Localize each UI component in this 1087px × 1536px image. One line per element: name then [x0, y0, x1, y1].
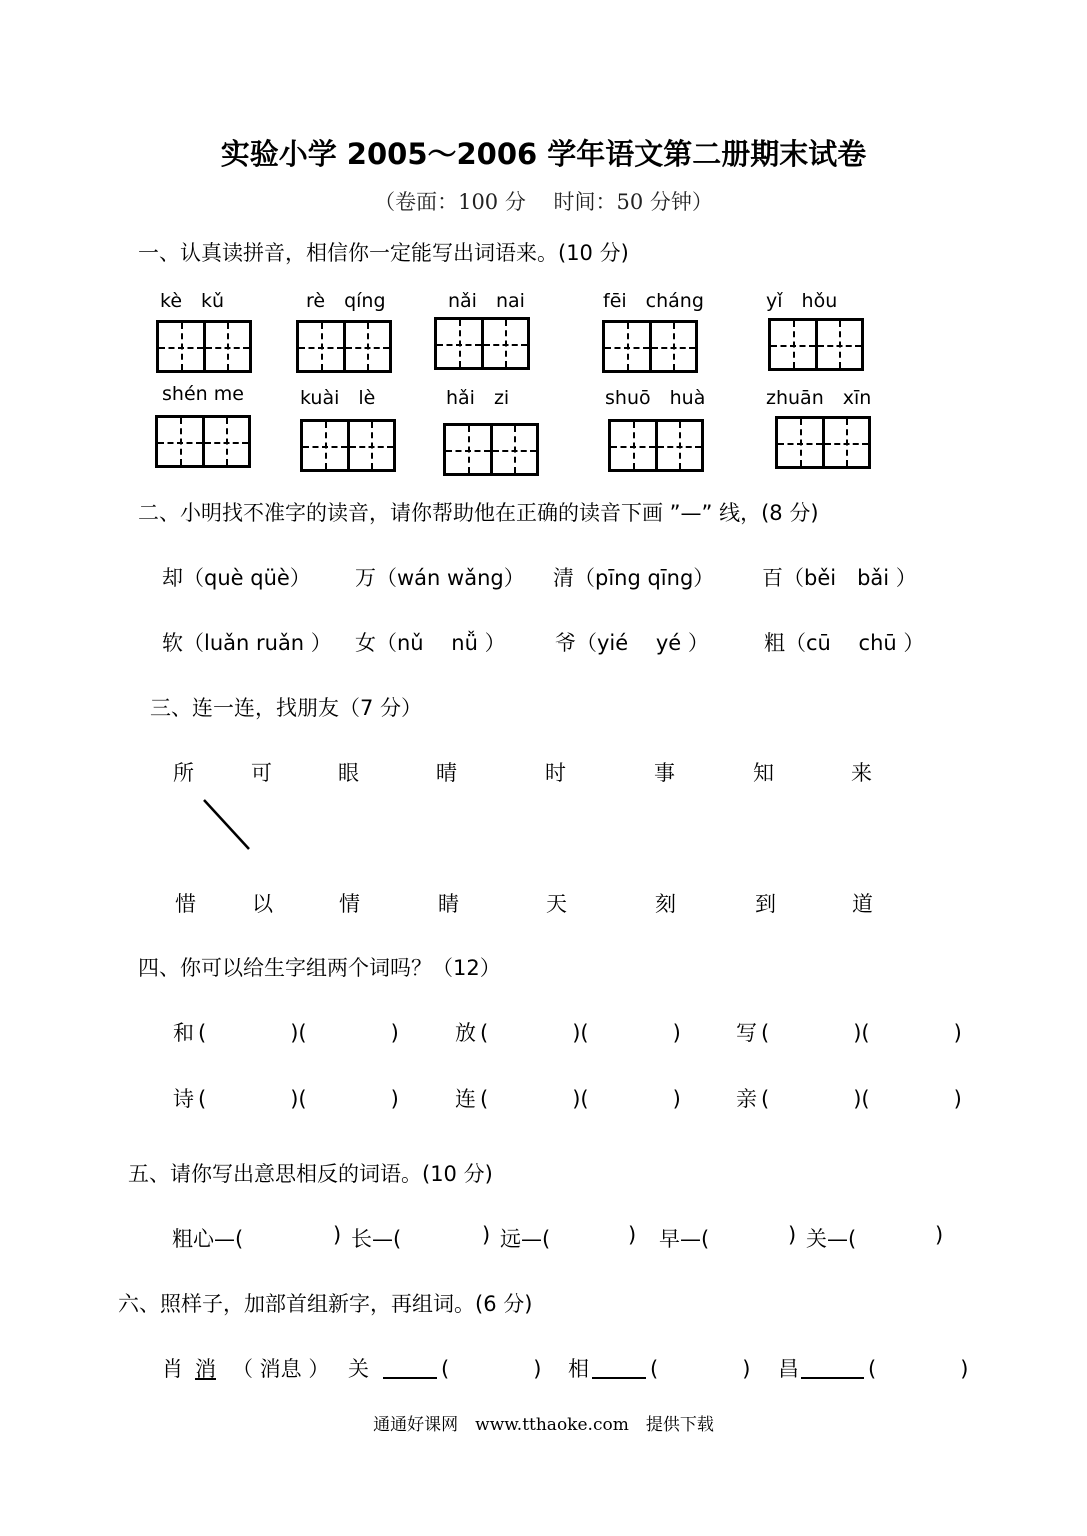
section-2-heading: 二、小明找不准字的读音，请你帮助他在正确的读音下画 ”—” 线，(8 分)	[138, 501, 819, 525]
pinyin-label: yǐ hǒu	[766, 290, 838, 312]
section-6-heading: 六、照样子，加部首组新字，再组词。(6 分)	[118, 1292, 533, 1316]
word-char: 亲	[736, 1087, 757, 1111]
radical-blank[interactable]	[592, 1352, 646, 1379]
pinyin-label: shén me	[162, 383, 244, 405]
pronunciation-choice[interactable]: 万（wán wǎng）	[355, 566, 525, 590]
writing-grid[interactable]	[155, 415, 251, 468]
match-bottom-char[interactable]: 以	[252, 892, 273, 916]
match-bottom-char[interactable]: 到	[755, 892, 776, 916]
match-bottom-char[interactable]: 睛	[438, 892, 459, 916]
pronunciation-choice[interactable]: 粗（cū chū ）	[764, 631, 925, 655]
antonym-prompt: 粗心—(	[172, 1227, 244, 1251]
section-3-heading: 三、连一连，找朋友（7 分）	[150, 696, 423, 720]
pinyin-label: zhuān xīn	[766, 387, 872, 409]
match-bottom-char[interactable]: 情	[339, 892, 360, 916]
pinyin-label: kuài lè	[300, 387, 376, 409]
match-bottom-char[interactable]: 天	[546, 892, 567, 916]
antonym-prompt: 关—(	[806, 1227, 857, 1251]
radical-char: 相	[568, 1357, 589, 1381]
match-top-char[interactable]: 可	[251, 761, 272, 785]
match-top-char[interactable]: 知	[753, 761, 774, 785]
word-char: 连	[455, 1087, 476, 1111]
antonym-prompt: 早—(	[659, 1227, 710, 1251]
radical-char: 昌	[778, 1357, 799, 1381]
radical-example-char: 肖	[162, 1357, 183, 1381]
antonym-close[interactable]: )	[788, 1223, 797, 1247]
match-top-char[interactable]: 所	[173, 761, 194, 785]
antonym-close[interactable]: )	[482, 1223, 491, 1247]
pronunciation-choice[interactable]: 软（luǎn ruǎn ）	[162, 631, 332, 655]
antonym-close[interactable]: )	[333, 1223, 342, 1247]
section-4-heading: 四、你可以给生字组两个词吗？（12）	[138, 956, 501, 980]
pronunciation-choice[interactable]: 百（běi bǎi ）	[762, 566, 917, 590]
antonym-prompt: 远—(	[500, 1227, 551, 1251]
word-char: 写	[736, 1021, 757, 1045]
match-bottom-char[interactable]: 道	[852, 892, 873, 916]
antonym-close[interactable]: )	[935, 1223, 944, 1247]
writing-grid[interactable]	[768, 318, 864, 371]
radical-blank[interactable]	[383, 1352, 437, 1379]
word-blanks[interactable]: ( )( )	[761, 1021, 962, 1045]
word-char: 放	[455, 1021, 476, 1045]
word-char: 和	[173, 1021, 194, 1045]
match-bottom-char[interactable]: 刻	[655, 892, 676, 916]
example-connecting-line	[200, 796, 254, 854]
match-top-char[interactable]: 时	[545, 761, 566, 785]
writing-grid[interactable]	[434, 317, 530, 370]
pinyin-label: fēi cháng	[603, 290, 704, 312]
match-top-char[interactable]: 事	[654, 761, 675, 785]
pronunciation-choice[interactable]: 却（què qüè）	[162, 566, 311, 590]
word-blanks[interactable]: ( )( )	[480, 1087, 681, 1111]
section-1-heading: 一、认真读拼音，相信你一定能写出词语来。(10 分)	[138, 241, 629, 265]
antonym-prompt: 长—(	[351, 1227, 402, 1251]
writing-grid[interactable]	[608, 419, 704, 472]
pronunciation-choice[interactable]: 女（nǔ nǚ ）	[355, 631, 506, 655]
pinyin-label: shuō huà	[605, 387, 706, 409]
pinyin-label: hǎi zi	[446, 387, 510, 409]
radical-example-word: （ 消息 ）	[232, 1357, 330, 1381]
radical-word-blank[interactable]: ( )	[868, 1357, 969, 1381]
section-5-heading: 五、请你写出意思相反的词语。(10 分)	[128, 1162, 493, 1186]
match-top-char[interactable]: 晴	[436, 761, 457, 785]
word-blanks[interactable]: ( )( )	[761, 1087, 962, 1111]
pinyin-label: kè kǔ	[160, 290, 225, 312]
radical-blank[interactable]	[801, 1352, 864, 1379]
radical-word-blank[interactable]: ( )	[650, 1357, 751, 1381]
exam-subtitle: （卷面：100 分 时间：50 分钟）	[374, 190, 713, 214]
word-blanks[interactable]: ( )( )	[480, 1021, 681, 1045]
pronunciation-choice[interactable]: 爷（yié yé ）	[555, 631, 709, 655]
writing-grid[interactable]	[300, 419, 396, 472]
radical-example-newchar: 消	[195, 1357, 216, 1381]
writing-grid[interactable]	[602, 320, 698, 373]
match-bottom-char[interactable]: 惜	[175, 892, 196, 916]
radical-char: 关	[348, 1357, 369, 1381]
pinyin-label: nǎi nai	[448, 290, 525, 312]
radical-word-blank[interactable]: ( )	[441, 1357, 542, 1381]
writing-grid[interactable]	[156, 320, 252, 373]
writing-grid[interactable]	[443, 423, 539, 476]
writing-grid[interactable]	[775, 416, 871, 469]
writing-grid[interactable]	[296, 320, 392, 373]
pronunciation-choice[interactable]: 清（pīng qīng）	[553, 566, 715, 590]
page-title: 实验小学 2005～2006 学年语文第二册期末试卷	[220, 137, 867, 171]
match-top-char[interactable]: 眼	[338, 761, 359, 785]
word-blanks[interactable]: ( )( )	[198, 1021, 399, 1045]
match-top-char[interactable]: 来	[851, 761, 872, 785]
pinyin-label: rè qíng	[306, 290, 386, 312]
antonym-close[interactable]: )	[628, 1223, 637, 1247]
footer-source: 通通好课网 www.tthaoke.com 提供下载	[373, 1415, 714, 1435]
word-blanks[interactable]: ( )( )	[198, 1087, 399, 1111]
word-char: 诗	[173, 1087, 194, 1111]
